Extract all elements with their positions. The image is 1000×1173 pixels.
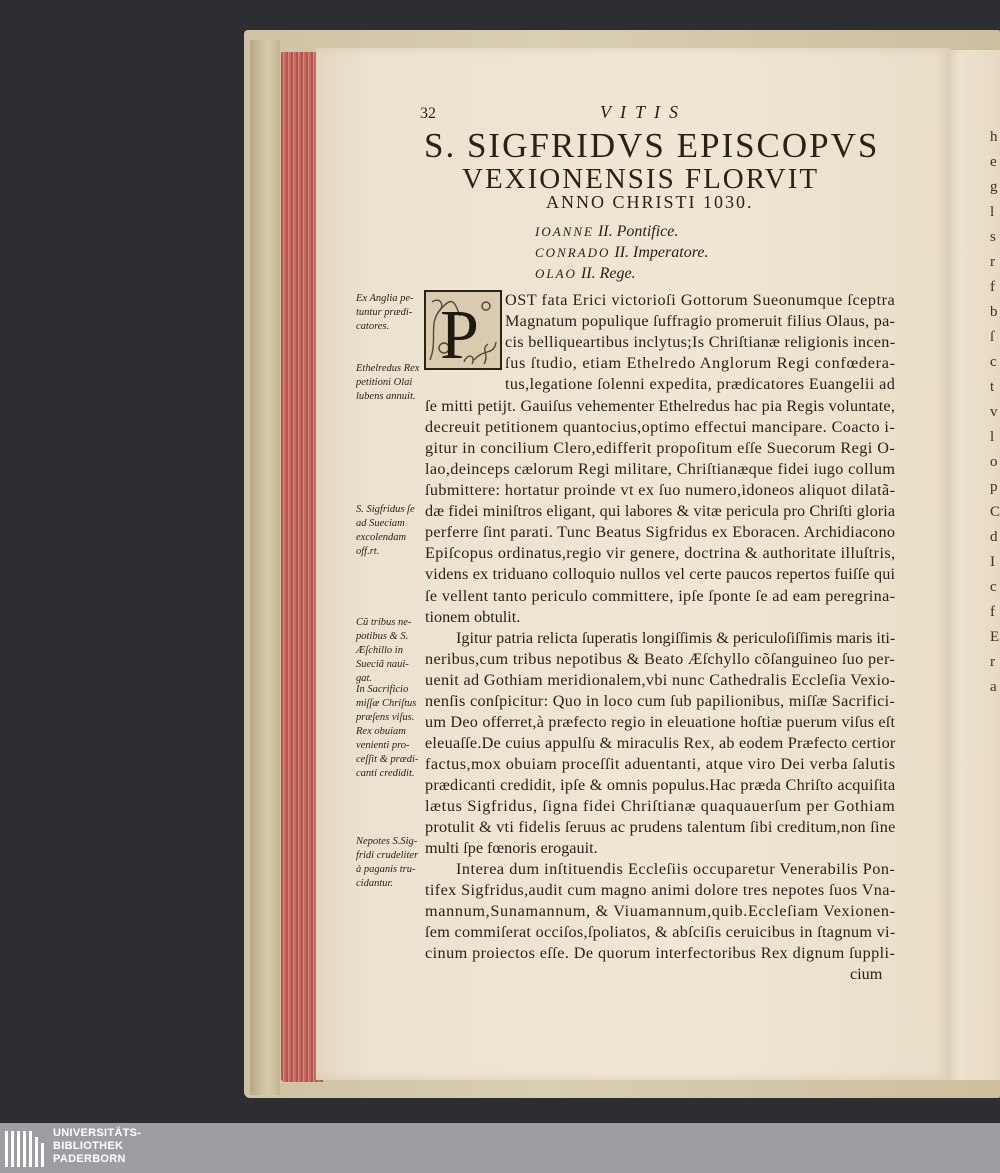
body-text-line: ſe vellent tanto periculo committere, ipſe ſponte ſe ad eam peregrina- xyxy=(425,587,896,605)
body-text-line: OST fata Erici victorioſi Gottorum Sueonumque ſceptra xyxy=(505,291,896,309)
marginal-note-line: Rex obuiam xyxy=(356,726,406,737)
marginal-note-line: venienti pro- xyxy=(356,740,410,751)
marginal-note-line: lubens annuit. xyxy=(356,391,416,402)
facing-page-letter: a xyxy=(990,679,997,695)
reign-king: OLAO II. Rege. xyxy=(535,265,636,282)
facing-page-letter: I xyxy=(990,554,995,570)
body-text-line: eleuaſſe.De cuius appulſu & miraculis Rex, ab eodem Præfecto certior xyxy=(425,734,896,752)
marginal-note-line: potibus & S. xyxy=(356,631,409,642)
facing-page-letter: f xyxy=(990,279,995,295)
body-text-line: multi ſpe fœnoris erogauit. xyxy=(425,839,598,857)
facing-page-letter: o xyxy=(990,454,998,470)
body-text-line: nenſis conſpicitur: Quo in loco cum ſub papilionibus, miſſæ Sacrifici- xyxy=(425,692,896,710)
marginal-note xyxy=(356,292,424,334)
title-line-2: VEXIONENSIS FLORVIT xyxy=(462,163,820,195)
marginal-note-line: tuntur prædi- xyxy=(356,307,413,318)
marginal-note-line: ad Sueciam xyxy=(356,518,405,529)
facing-page-letter: t xyxy=(990,379,995,395)
facing-page-letter: p xyxy=(990,479,998,495)
facing-page-letter: e xyxy=(990,154,997,170)
body-text-line: videns ex triduano colloquio nullos vel certe paucos repertos fuiſſe qui xyxy=(425,565,896,583)
facing-page-letter: c xyxy=(990,354,997,370)
body-text-line: decreuit petitionem quantocius,optimo effectui mancipare. Coacto i- xyxy=(425,418,896,436)
body-text-line: tifex Sigfridus,audit cum magno animi dolore tres nepotes ſuos Vna- xyxy=(425,881,896,899)
facing-page-letter: g xyxy=(990,179,998,195)
facing-page-letter: b xyxy=(990,304,998,320)
facing-page-letter: C xyxy=(990,504,1000,520)
cover-spine xyxy=(250,40,280,1095)
title-line-1: S. SIGFRIDVS EPISCOPVS xyxy=(424,126,880,165)
body-text-line: gitur in concilium Clero,edifferit propoſitum eſſe Suecorum Regi O- xyxy=(425,439,896,457)
marginal-note xyxy=(356,616,424,686)
marginal-note-line: Cũ tribus ne- xyxy=(356,617,412,628)
body-text-line: lætus Sigfridus, ſigna fidei Chriſtianæ quaquauerſum per Gothiam xyxy=(425,797,896,815)
marginal-note-line: præſens viſus. xyxy=(356,712,415,723)
marginal-note-line: ceſſit & prædi- xyxy=(356,754,419,765)
body-text-line: ſe mitti petijt. Gauiſus vehementer Ethelredus hac pia Regis voluntate, xyxy=(425,397,896,415)
marginal-note-line: In Sacrificio xyxy=(356,684,409,695)
svg-text:P: P xyxy=(440,297,479,370)
library-footer xyxy=(0,1123,1000,1173)
library-logo-icon xyxy=(3,1129,47,1169)
decorated-initial-icon xyxy=(424,290,502,370)
body-text-line: neribus,cum tribus nepotibus & Beato Æſchyllo cõſanguineo ſuo per- xyxy=(425,650,896,668)
decorated-initial xyxy=(424,290,502,370)
reign-emperor: CONRADO II. Imperatore. xyxy=(535,244,709,261)
facing-page-letter: c xyxy=(990,579,997,595)
facing-page-letter: f xyxy=(990,604,995,620)
body-text-line: protulit & vti fidelis ſeruus ac prudens talentum ſibi creditum,non ſine xyxy=(425,818,896,836)
marginal-note-line: cidantur. xyxy=(356,878,394,889)
library-name-line-1: UNIVERSITÄTS- xyxy=(53,1127,142,1139)
body-text-line: Igitur patria relicta ſuperatis longiſſimis & periculoſiſſimis maris iti- xyxy=(456,629,896,647)
facing-page-letter: r xyxy=(990,654,995,670)
facing-page-letter: v xyxy=(990,404,998,420)
facing-page-letter: E xyxy=(990,629,1000,645)
marginal-note-line: fridi crudeliter xyxy=(356,850,419,861)
body-text-line: tus,legatione ſolenni expedita, prædicatores Euangelii ad xyxy=(505,375,896,393)
body-text-line: perferre ſint parati. Tunc Beatus Sigfridus ex Eboracen. Archidiacono xyxy=(425,523,896,541)
facing-page-letter: r xyxy=(990,254,995,270)
body-text-line: mannum,Sunamannum, & Viuamannum,quib.Eccleſiam Vexionen- xyxy=(425,902,896,920)
marginal-note-line: excolendam xyxy=(356,532,407,543)
marginal-note-line: off.rt. xyxy=(356,546,380,557)
library-name-line-3: PADERBORN xyxy=(53,1153,126,1165)
library-name-line-2: BIBLIOTHEK xyxy=(53,1140,124,1152)
marginal-note-line: petitioni Olai xyxy=(356,377,413,388)
marginal-note xyxy=(356,503,424,559)
page-number: 32 xyxy=(420,105,436,122)
marginal-note-line: miſſæ Chriſtus xyxy=(356,698,417,709)
body-text-line: um Deo offerret,à præfecto regio in eleuatione hoſtiæ puerum viſus eſt xyxy=(425,713,896,731)
body-text-line: ſubmittere: hortatur proinde vt ex ſuo numero,idoneos aliquot dilatã- xyxy=(425,481,896,499)
body-text-line: dæ fidei miniſtros eligant, qui labores & vitæ pericula pro Chriſti gloria xyxy=(425,502,896,520)
body-text-line: factus,mox obuiam proceſſit aduentanti, atque viro Dei verba ſalutis xyxy=(425,755,896,773)
marginal-note xyxy=(356,683,424,781)
body-text-line: ſem commiſerat occiſos,ſpoliatos, & abſciſis ceruicibus in ſtagnum vi- xyxy=(425,923,896,941)
body-text-line: Interea dum inſtituendis Eccleſiis occuparetur Venerabilis Pon- xyxy=(456,860,896,878)
body-text-line: cium xyxy=(850,965,883,983)
facing-page-letter: s xyxy=(990,229,996,245)
facing-page-letter: d xyxy=(990,529,998,545)
body-text-line: prædicanti credidit, ipſe & omnis populus.Hac præda Chriſto acquiſita xyxy=(425,776,896,794)
body-text-line: cinum proiectos eſſe. De quorum interfectoribus Rex dignum ſuppli- xyxy=(425,944,896,962)
body-text-line: Epiſcopus ordinatus,regio vir genere, doctrina & authoritate illuſtris, xyxy=(425,544,896,562)
marginal-note-line: Æſchillo in xyxy=(356,645,403,656)
body-text-line: uenit ad Gothiam meridionalem,vbi nunc Cathedralis Eccleſia Vexio- xyxy=(425,671,896,689)
marginal-note-line: Nepotes S.Sig- xyxy=(356,836,418,847)
body-text-line: lao,deinceps cælorum Regi militare, Chriſtianæque fidei iugo collum xyxy=(425,460,896,478)
facing-page-edge xyxy=(944,50,1000,1080)
facing-page-letter: h xyxy=(990,129,998,145)
body-text-line: Magnatum populique ſuffragio promeruit filius Olaus, pa- xyxy=(505,312,896,330)
library-name xyxy=(53,1127,141,1166)
marginal-note-line: canti credidit. xyxy=(356,768,415,779)
marginal-note-line: Sueciã naui- xyxy=(356,659,409,670)
title-line-3: ANNO CHRISTI 1030. xyxy=(546,192,754,212)
marginal-note-line: Ex Anglia pe- xyxy=(356,293,414,304)
marginal-note-line: à paganis tru- xyxy=(356,864,416,875)
marginal-note-line: S. Sigfridus ſe xyxy=(356,504,415,515)
marginal-note xyxy=(356,835,424,891)
facing-page-letter: l xyxy=(990,429,995,445)
marginal-note-line: gat. xyxy=(356,673,373,684)
marginal-note-line: catores. xyxy=(356,321,390,332)
facing-page-letter: ſ xyxy=(990,329,995,345)
reign-pontiff: IOANNE II. Pontifice. xyxy=(535,223,679,240)
facing-page-letter: l xyxy=(990,204,995,220)
running-head: VITIS xyxy=(600,102,687,122)
body-text-line: cis belliqueartibus inclytus;Is Chriſtianæ religionis incen- xyxy=(505,333,896,351)
marginal-note-line: Ethelredus Rex xyxy=(356,363,420,374)
body-text-line: tionem obtulit. xyxy=(425,608,521,626)
marginal-note xyxy=(356,362,424,404)
body-text-line: ſus ſtudio, etiam Ethelredo Anglorum Regi confœdera- xyxy=(505,354,896,372)
